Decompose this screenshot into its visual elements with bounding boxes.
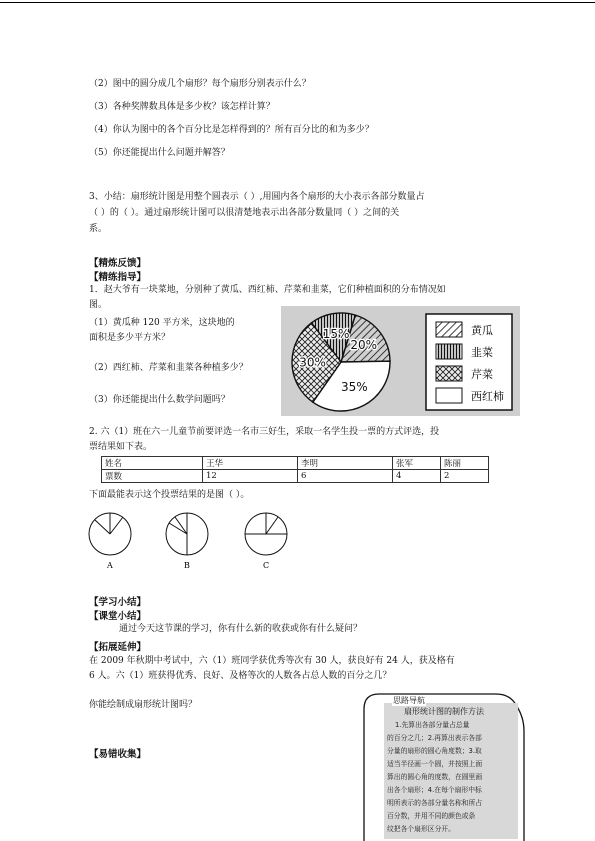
vote-table (101, 456, 489, 483)
problem-1-part-2: （2）西红柿、芹菜和韭菜各种植多少？ (89, 363, 248, 373)
pie-percent-label: 30% (299, 355, 326, 370)
pie-percent-label: 20% (350, 337, 378, 352)
summary-line-1: 3、小结：扇形统计图是用整个圆表示（ ）,用圆内各个扇形的大小表示各部分数量占 (89, 192, 425, 202)
problem-1-part-3: （3）你还能提出什么数学问题吗？ (89, 395, 230, 405)
error-collection-heading: 【易错收集】 (89, 749, 147, 760)
table-cell: 票数 (102, 470, 203, 483)
problem-2-line-1: 2. 六（1）班在六一儿童节前要评选一名市三好生，采取一名学生投一票的方式评选，投 (89, 427, 440, 437)
problem-2-choice-prompt: 下面最能表示这个投票结果的是图（ ）。 (89, 490, 250, 500)
practice-heading: 【精炼反馈】 (89, 258, 147, 269)
legend-label-chive: 韭菜 (471, 346, 493, 359)
option-circle-b[interactable] (166, 513, 208, 555)
legend-label-celery: 芹菜 (471, 368, 493, 381)
note-line: 明所表示的各部分量名称和所占 (387, 799, 483, 807)
note-line: 纹把各个扇形区分开。 (387, 825, 455, 833)
legend-label-tomato: 西红柿 (471, 390, 504, 403)
option-circle-a[interactable] (89, 513, 131, 555)
note-line: 百分数，并用不同的颜色或条 (387, 812, 476, 820)
summary-line-3: 系。 (89, 224, 108, 234)
note-line: 出各个扇形；4.在每个扇形中标 (387, 786, 482, 794)
pie-chart-figure (281, 306, 520, 416)
extension-heading: 【拓展延伸】 (89, 642, 147, 653)
legend-swatch-cucumber (436, 322, 462, 337)
problem-1-part-1a: （1）黄瓜种 120 平方米，这块地的 (89, 318, 235, 328)
practice-subheading: 【精练指导】 (89, 272, 147, 283)
option-label-c: C (263, 561, 270, 570)
pie-legend (426, 314, 512, 410)
table-cell: 6 (298, 470, 393, 483)
extension-question: 你能绘制成扇形统计图吗？ (89, 700, 198, 710)
question-4: （4）你认为图中的各个百分比是怎样得到的？所有百分比的和为多少？ (89, 125, 374, 135)
note-line: 适当半径画一个圆，并按照上面 (387, 760, 483, 768)
table-header-cell: 陈丽 (441, 457, 489, 470)
legend-swatch-chive (436, 344, 462, 359)
option-label-b: B (184, 561, 190, 570)
problem-1-line-1: 1．赵大爷有一块菜地，分别种了黄瓜、西红柿、芹菜和韭菜，它们种植面积的分布情况如 (89, 285, 446, 295)
problem-2-line-2: 票结果如下表。 (89, 442, 153, 452)
problem-1-part-1b: 面积是多少平方米？ (89, 333, 171, 343)
table-row (102, 470, 489, 483)
legend-swatch-celery (436, 366, 462, 381)
class-summary-text: 通过今天这节课的学习，你有什么新的收获或你有什么疑问？ (119, 624, 363, 634)
table-header-cell: 李明 (298, 457, 393, 470)
class-summary-heading: 【课堂小结】 (89, 611, 147, 622)
table-header-cell: 张军 (393, 457, 441, 470)
question-2: （2）图中的圆分成几个扇形？每个扇形分别表示什么？ (89, 79, 311, 89)
table-cell: 2 (441, 470, 489, 483)
summary-line-2: （ ）的（ ）。通过扇形统计图可以很清楚地表示出各部分数量同（ ）之间的关 (89, 208, 400, 218)
note-line: 1.先算出各部分量占总量 (395, 721, 470, 729)
legend-label-cucumber: 黄瓜 (471, 324, 493, 337)
header-rule (0, 2, 595, 3)
pie-percent-label: 35% (340, 380, 368, 395)
legend-swatch-tomato (436, 388, 462, 403)
table-cell: 4 (393, 470, 441, 483)
table-header-cell: 王华 (203, 457, 298, 470)
table-header-cell: 姓名 (102, 457, 203, 470)
question-5: （5）你还能提出什么问题并解答？ (89, 148, 230, 158)
problem-1-line-2: 图。 (89, 300, 108, 310)
table-row (102, 457, 489, 470)
pie-chart-svg (281, 306, 520, 416)
note-body (387, 719, 515, 836)
question-3: （3）各种奖牌数具体是多少枚？该怎样计算？ (89, 102, 275, 112)
note-line: 分量的扇形的圆心角度数；3.取 (387, 747, 482, 755)
note-line: 算出的圆心角的度数，在圆里画 (387, 773, 483, 781)
table-cell: 12 (203, 470, 298, 483)
note-title: 扇形统计图的制作方法 (404, 707, 484, 716)
option-label-a: A (107, 561, 113, 570)
pie-percent-label: 15% (322, 327, 350, 341)
option-circles (85, 508, 295, 572)
method-note-card (360, 691, 526, 841)
extension-line-1: 在 2009 年秋期中考试中，六（1）班同学获优秀等次有 30 人，获良好有 24 人，获及格有 (89, 656, 455, 666)
note-line: 的百分之几；2.再算出表示各部 (387, 734, 482, 742)
option-circle-c[interactable] (245, 513, 287, 555)
study-heading: 【学习小结】 (89, 597, 147, 608)
extension-line-2: 6 人。六（1）班获得优秀、良好、及格等次的人数各占总人数的百分之几？ (89, 671, 392, 681)
note-tag: 思路导航 (393, 696, 425, 705)
